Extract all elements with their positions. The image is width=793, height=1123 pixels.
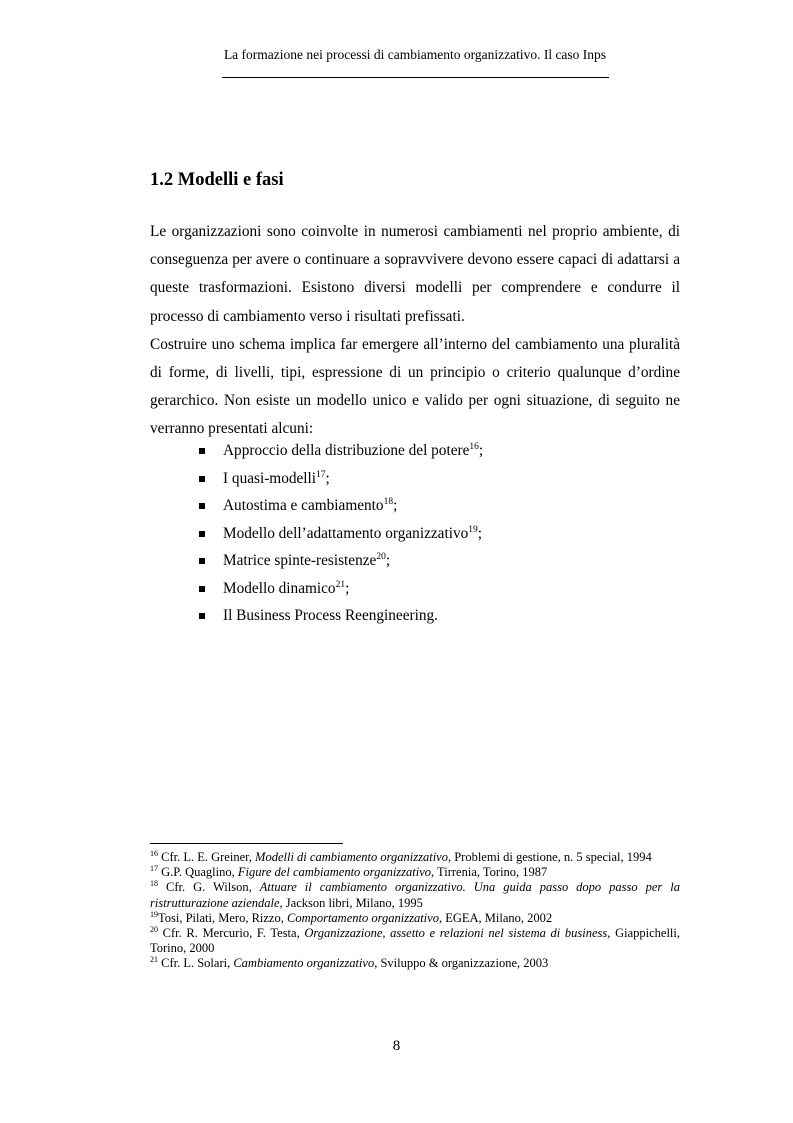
square-bullet-icon: [199, 503, 205, 509]
list-item-text: Matrice spinte-resistenze: [223, 552, 377, 569]
paragraph-2: Costruire uno schema implica far emergere all’interno del cambiamento una pluralità di forme, di livelli, tipi, espressione di un principio o criterio qualunque d’ordine gerarchico. Non esiste un modello unico e valido per ogni situazione, di seguito ne verranno presentati alcuni:: [150, 335, 680, 438]
paragraph-1: Le organizzazioni sono coinvolte in numerosi cambiamenti nel proprio ambiente, di conseguenza per avere o continuare a sopravvivere devono essere capaci di adattarsi a queste trasformazioni. Esistono diversi modelli per comprendere e condurre il processo di cambiamento verso i risultati prefissati.: [150, 223, 680, 325]
footnote-number: 20: [150, 925, 158, 935]
list-item-end: ;: [345, 579, 350, 597]
footnote-number: 21: [150, 955, 158, 965]
footnote-number: 16: [150, 849, 158, 858]
list-item-text: Modello dell’adattamento organizzativo: [223, 524, 469, 542]
list-item-text: Autostima e cambiamento: [223, 497, 384, 514]
footnote-title: Organizzazione, assetto e relazioni nel sistema di business: [304, 926, 608, 941]
list-item: [196, 437, 676, 465]
footnotes: [150, 850, 680, 972]
footnote-rule: [150, 843, 343, 844]
footnote-title: Cambiamento organizzativo: [233, 956, 375, 971]
list-item: [196, 520, 676, 548]
footnote-number: 17: [150, 864, 158, 874]
footnote-ref: 20: [376, 552, 386, 562]
list-item-end: ;: [385, 552, 391, 569]
square-bullet-icon: [199, 476, 205, 482]
square-bullet-icon: [199, 586, 205, 592]
footnote-number: 19: [150, 909, 158, 919]
footnote: $^{21}$ Cfr. L. Solari, Cambiamento organizzativo, Sviluppo & organizzazione, 2003: [150, 955, 549, 971]
footnote-ref: 18: [383, 497, 394, 507]
square-bullet-icon: [199, 613, 205, 619]
footnote: $^{19}$Tosi, Pilati, Mero, Rizzo, Comportamento organizzativo, EGEA, Milano, 2002: [150, 909, 553, 925]
square-bullet-icon: [199, 448, 205, 454]
list-item: [196, 575, 676, 603]
footnote-number: 18: [150, 879, 158, 889]
list-item-text: I quasi-modelli: [223, 469, 317, 487]
footnote-title: Comportamento organizzativo: [286, 910, 439, 925]
models-list: [196, 437, 676, 630]
list-item: [196, 465, 676, 493]
list-item: [196, 602, 676, 630]
footnote-ref: 16: [469, 442, 479, 452]
footnote-title: Attuare il cambiamento organizzativo. Una guida passo dopo passo per la ristrutturazione aziendale: [150, 880, 681, 910]
section-title: 1.2 Modelli e fasi: [150, 170, 284, 190]
list-item: [196, 492, 676, 520]
header-rule: [222, 77, 609, 78]
footnote-ref: 19: [468, 524, 478, 535]
footnote: $^{18}$ Cfr. G. Wilson, Attuare il cambiamento organizzativo. Una guida passo dopo passo per la ristrutturazione aziendale, Jackson libri, Milano, 1995: [150, 879, 681, 910]
list-item-end: ;: [393, 497, 398, 514]
footnote-title: Modelli di cambiamento organizzativo: [255, 850, 448, 864]
footnote: $^{16}$ Cfr. L. E. Greiner, Modelli di cambiamento organizzativo, Problemi di gestione, n. 5 special, 1994: [150, 849, 652, 864]
list-item-end: ;: [325, 469, 330, 487]
list-item-text: Il Business Process Reengineering.: [223, 607, 438, 624]
page-number: 8: [392, 1038, 401, 1054]
body-text: [150, 218, 680, 444]
square-bullet-icon: [199, 531, 205, 537]
footnote: $^{20}$ Cfr. R. Mercurio, F. Testa, Organizzazione, assetto e relazioni nel sistema di business, Giappichelli, Torino, 2000: [150, 925, 680, 956]
footnote-ref: 21: [335, 579, 346, 590]
list-item-text: Modello dinamico: [223, 579, 336, 597]
footnote-title: Figure del cambiamento organizzativo,: [237, 865, 435, 880]
running-header: La formazione nei processi di cambiamento organizzativo. Il caso Inps: [223, 47, 607, 62]
footnote: $^{17}$ G.P. Quaglino, Figure del cambiamento organizzativo, Tirrenia, Torino, 1987: [150, 864, 548, 880]
list-item-end: ;: [477, 524, 482, 542]
list-item-text: Approccio della distribuzione del potere: [223, 442, 470, 459]
footnote-ref: 17: [316, 469, 326, 480]
square-bullet-icon: [199, 558, 205, 564]
list-item: [196, 547, 676, 575]
list-item-end: ;: [478, 442, 484, 459]
